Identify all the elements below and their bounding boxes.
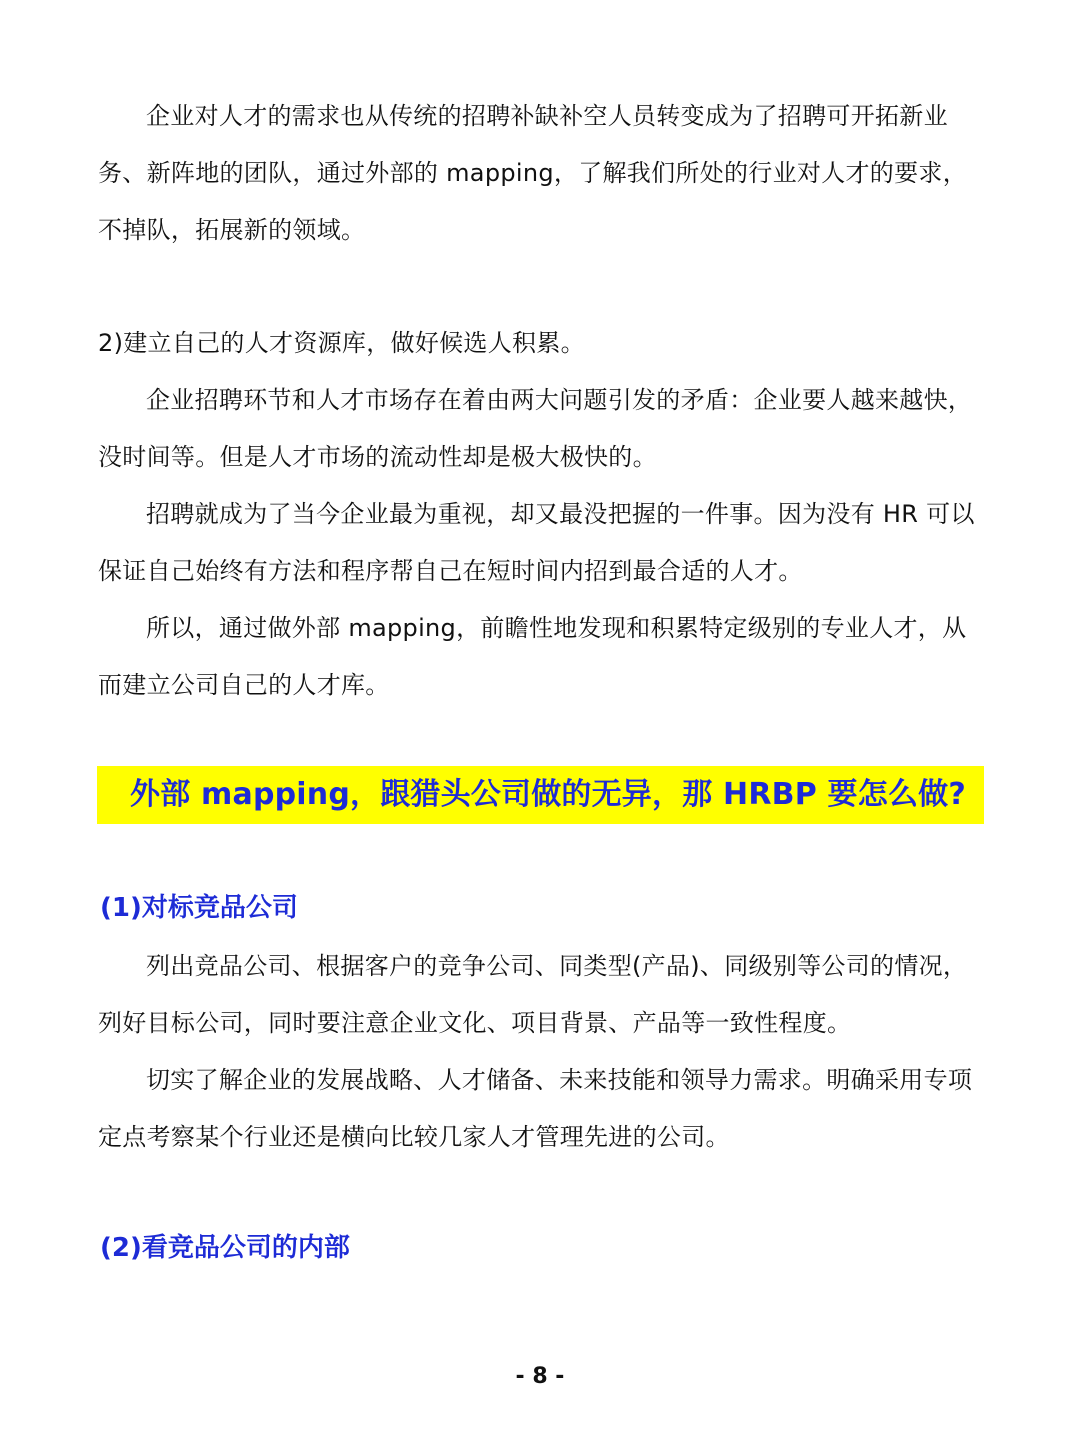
section-heading-benchmark-competitors: (1)对标竞品公司 <box>100 893 298 923</box>
paragraph-recruitment-importance: 招聘就成为了当今企业最为重视，却又最没把握的一件事。因为没有 HR 可以保证自己始终有方法和程序帮自己在短时间内招到最合适的人才。 <box>98 500 975 585</box>
paragraph-external-mapping-conclusion: 所以，通过做外部 mapping，前瞻性地发现和积累特定级别的专业人才，从而建立公司自己的人才库。 <box>98 614 967 699</box>
highlighted-section-heading: 外部 mapping，跟猎头公司做的无异，那 HRBP 要怎么做? <box>130 777 966 812</box>
section-heading-competitor-internals: (2)看竞品公司的内部 <box>100 1233 350 1263</box>
paragraph-recruitment-conflict: 企业招聘环节和人才市场存在着由两大问题引发的矛盾：企业要人越来越快，没时间等。但是人才市场的流动性却是极大极快的。 <box>98 386 973 471</box>
paragraph-build-talent-pool-heading: 2)建立自己的人才资源库，做好候选人积累。 <box>98 329 585 357</box>
page-number: - 8 - <box>515 1364 565 1389</box>
paragraph-talent-demand: 企业对人才的需求也从传统的招聘补缺补空人员转变成为了招聘可开拓新业务、新阵地的团队，通过外部的 mapping，了解我们所处的行业对人才的要求，不掉队，拓展新的领域。 <box>98 102 967 244</box>
paragraph-understand-strategy: 切实了解企业的发展战略、人才储备、未来技能和领导力需求。明确采用专项定点考察某个行业还是横向比较几家人才管理先进的公司。 <box>98 1066 973 1151</box>
paragraph-list-competitors: 列出竞品公司、根据客户的竞争公司、同类型(产品)、同级别等公司的情况，列好目标公司，同时要注意企业文化、项目背景、产品等一致性程度。 <box>98 952 968 1037</box>
